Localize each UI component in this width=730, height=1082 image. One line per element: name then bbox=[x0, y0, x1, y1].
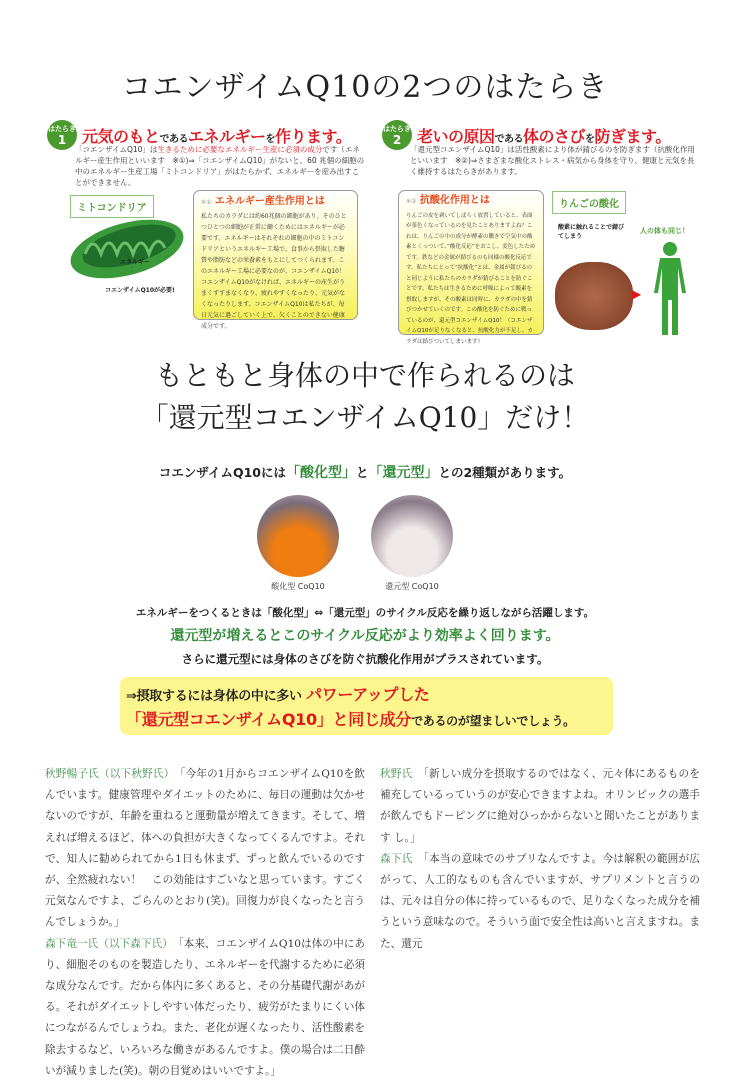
oxidized-coq10-image bbox=[257, 495, 339, 577]
interview-column-right: 秋野氏 「新しい成分を摂取するのではなく、元々体にあるものを補充しているっていうのが安心できますよね。オリンピックの選手が飲んでもドーピングに絶対ひっかからないと聞いたことがあります し。」 森下氏 「本当の意味でのサプリなんですよ。今は解釈の範囲が広がって、人工的なものも含んでいますが、サプリメントと言うのは、元々は自分の体に持っているもので、足りなくなった成分を補うという意味なので。そういう面で安全性は高いと言えますね。また、還元 bbox=[380, 768, 701, 950]
apple-image bbox=[555, 262, 633, 330]
human-figure-icon bbox=[648, 240, 692, 335]
function-1-heading: 元気のもとであるエネルギーを作ります。 bbox=[82, 127, 352, 146]
cycle-line-2: 還元型が増えるとこのサイクル反応がより効率よく回ります。 bbox=[170, 628, 560, 644]
types-statement: コエンザイムQ10には「酸化型」と「還元型」との2種類があります。 bbox=[158, 465, 572, 481]
oxidized-caption: 酸化型 CoQ10 bbox=[271, 582, 325, 591]
coq10-needed-label: コエンザイムQ10が必要! bbox=[105, 287, 175, 294]
mitochondria-illustration bbox=[65, 214, 190, 286]
energy-production-note: ※① エネルギー産生作用とは 私たちのカラダには約60兆個の細胞があり、そのひとつひとつの細胞が正常に働くためにはエネルギーが必要です。エネルギーはそれぞれの細胞の中のミトコンドリアというエネルギー工場で、食事から摂取した糖質や脂肪などの栄養素をもとにしてつくられます。このエネルギー工場に必要なのが、コエンザイムQ10！コエンザイムQ10がなければ、エネルギーの産生がうまくすすまなくなり、疲れやすくなったり、元気がなくなったりします。コエンザイムQ10は私たちが、毎日元気に過ごしていく上で、欠くことのできない健康成分です。 bbox=[193, 190, 358, 320]
function-1-badge: はたらき 1 bbox=[47, 120, 77, 150]
recommendation-callout: ⇒摂取するには身体の中に多い パワーアップした 「還元型コエンザイムQ10」と同じ成分であるのが望ましいでしょう。 bbox=[120, 677, 613, 735]
apple-oxidation-tag: りんごの酸化 bbox=[552, 191, 626, 214]
mitochondria-tag: ミトコンドリア bbox=[70, 195, 154, 218]
interview-column-left: 秋野暢子氏（以下秋野氏） 「今年の1月からコエンザイムQ10を飲んでいます。健康管理やダイエットのために、毎日の運動は欠かせないのですが、年齢を重ねると運動量が増えてきます。そして、増えれば増えるほど、体への負担が大きくなってくるんですよ。それで、知人に勧められてから1日も休まず、ずっと飲んでいるのですが、全然疲れない！ この効能はすごいなと思っています。すごく元気なんですよ、ごらんのとおり(笑)。回復力が良くなったと言うんでしょうか。」 森下竜一氏（以下森下氏） 「本来、コエンザイムQ10は体の中にあり、細胞そのものを製造したり、エネルギーを代謝するために必須な成分なんです。だから体内に多くあると、その分基礎代謝があがる。それがダイエットしやすい体だったり、疲労がたまりにくい体につながるんでしょうね。また、老化が遅くなったり、活性酸素を除去するなど、いろいろな働きがあるんですよ。僕の場合は二日酔いが減りました(笑)。朝の目覚めはいいですよ。」 bbox=[45, 768, 366, 1077]
human-caption: 人の体も同じ！ bbox=[640, 227, 689, 235]
apple-caption: 酸素に触れることで錆びてしまう bbox=[558, 224, 625, 240]
arrow-up-icon: ↑ bbox=[128, 265, 136, 275]
page-title: コエンザイムQ10の2つのはたらき bbox=[121, 70, 609, 105]
function-2-intro: 「還元型コエンザイムQ10」は活性酸素により体が錆びるのを防ぎます（抗酸化作用といいます ※②)⇒さまざまな酸化ストレス・病気から身体を守り、健康と元気を長く維持するはたらきがあります。 bbox=[410, 145, 695, 176]
cycle-line-3: さらに還元型には身体のさびを防ぐ抗酸化作用がプラスされています。 bbox=[181, 652, 549, 666]
main-headline: もともと身体の中で作られるのは 「還元型コエンザイムQ10」だけ！ bbox=[140, 359, 590, 434]
antioxidant-note: ※② 抗酸化作用とは りんごの皮を剥いてしばらく放置していると、表面が茶色くなっているのを見たことありますよね？これは、りんごの中の成分が酵素の働きで空気中の酸素とくっついて、”酸化反応”をおこし、変色したためです。鉄などの金属が錆びるのも同様の酸化反応です。私たちにとって”抗酸化”とは、金属が錆びるのと同じように私たちのカラダが錆びることを防ぐことです。私たちは生きるために呼吸によって酸素を摂取しますが、その酸素は同時に、カラダの中を錆びつかせていくのです。この酸化を防ぐために戦っているのが、還元型コエンザイムQ10！（コエンザイムQ10が足りなくなると、抗酸化力が不足し、カラダは錆びついてしまいます） bbox=[398, 190, 544, 335]
energy-label: エネルギー bbox=[120, 259, 151, 266]
arrow-right-icon: ▶ bbox=[632, 287, 642, 301]
reduced-coq10-image bbox=[371, 495, 453, 577]
reduced-caption: 還元型 CoQ10 bbox=[385, 582, 439, 591]
function-2-heading: 老いの原因である体のさびを防ぎます。 bbox=[417, 127, 671, 146]
function-1-intro: 「コエンザイムQ10」は生きるために必要なエネルギー生産に必須の成分です（エネルギー産生作用といいます ※①)⇒「コエンザイムQ10」がないと、60 兆個の細胞の中のエネルギー生産工場「ミトコンドリア」がはたらかず、エネルギーを産み出すことができません。 bbox=[75, 145, 365, 187]
function-2-badge: はたらき 2 bbox=[382, 120, 412, 150]
cycle-line-1: エネルギーをつくるときは「酸化型」⇔「還元型」のサイクル反応を繰り返しながら活躍します。 bbox=[135, 607, 595, 619]
